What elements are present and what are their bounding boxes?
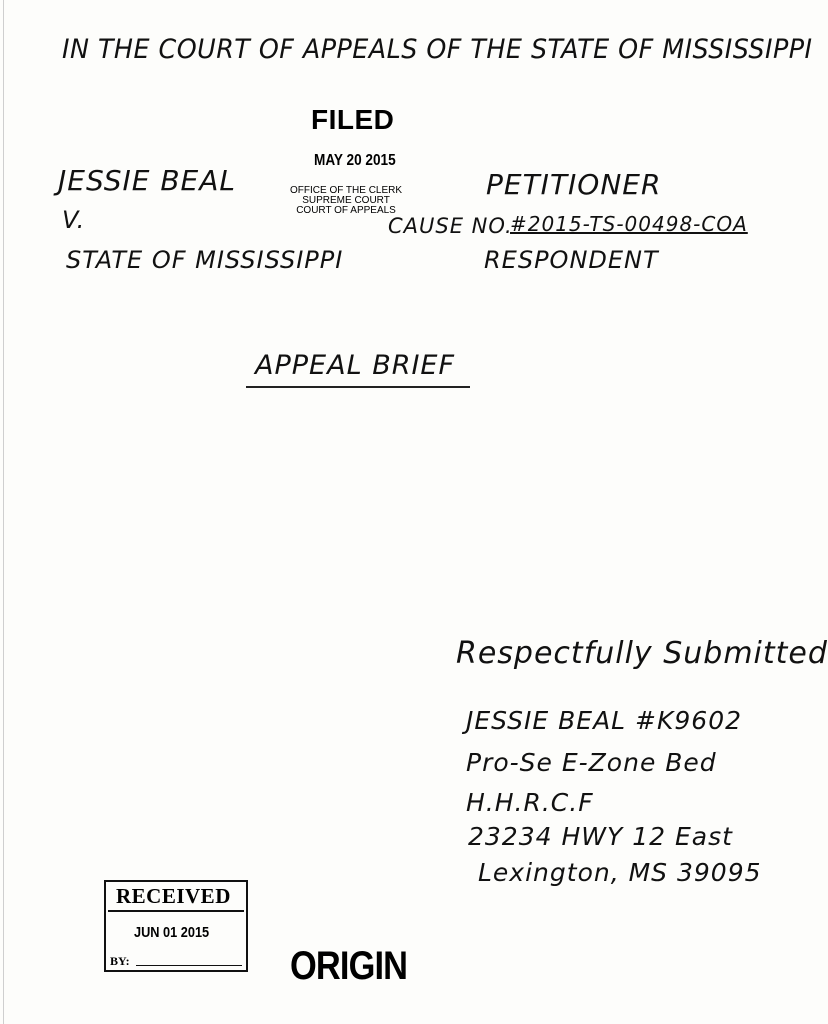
received-stamp <box>104 880 248 972</box>
received-stamp-by-label: BY: <box>110 954 130 968</box>
court-heading: IN THE COURT OF APPEALS OF THE STATE OF MISSISSIPPI <box>62 34 813 65</box>
page-edge <box>3 0 4 1024</box>
signature-line: Pro-Se E-Zone Bed <box>466 748 717 777</box>
received-stamp-label: RECEIVED <box>116 884 231 908</box>
petitioner-name: JESSIE BEAL <box>58 164 237 197</box>
filed-office-line: SUPREME COURT <box>302 195 390 206</box>
signature-line: Lexington, MS 39095 <box>478 858 762 887</box>
title-underline <box>246 386 470 388</box>
versus-label: V. <box>62 206 86 234</box>
signature-line: H.H.R.C.F <box>466 788 594 817</box>
received-stamp-by-line <box>136 965 242 966</box>
filed-office-line: OFFICE OF THE CLERK <box>290 185 403 196</box>
cause-number-label: CAUSE NO. <box>388 214 513 238</box>
signature-line: 23234 HWY 12 East <box>468 822 733 851</box>
filed-stamp-date: MAY 20 2015 <box>314 152 396 169</box>
original-stamp: ORIGIN <box>290 944 408 988</box>
filed-stamp-office <box>290 186 402 216</box>
petitioner-role: PETITIONER <box>486 168 662 201</box>
document-title: APPEAL BRIEF <box>255 350 456 381</box>
filed-stamp-label: FILED <box>311 104 395 135</box>
received-stamp-date: JUN 01 2015 <box>134 924 210 941</box>
respondent-name: STATE OF MISSISSIPPI <box>66 246 344 274</box>
signature-closing: Respectfully Submitted <box>456 636 828 671</box>
received-stamp-divider <box>108 910 244 912</box>
signature-line: JESSIE BEAL #K9602 <box>466 706 743 735</box>
cause-number: #2015-TS-00498-COA <box>510 212 748 236</box>
respondent-role: RESPONDENT <box>484 246 659 274</box>
filed-office-line: COURT OF APPEALS <box>296 205 396 216</box>
